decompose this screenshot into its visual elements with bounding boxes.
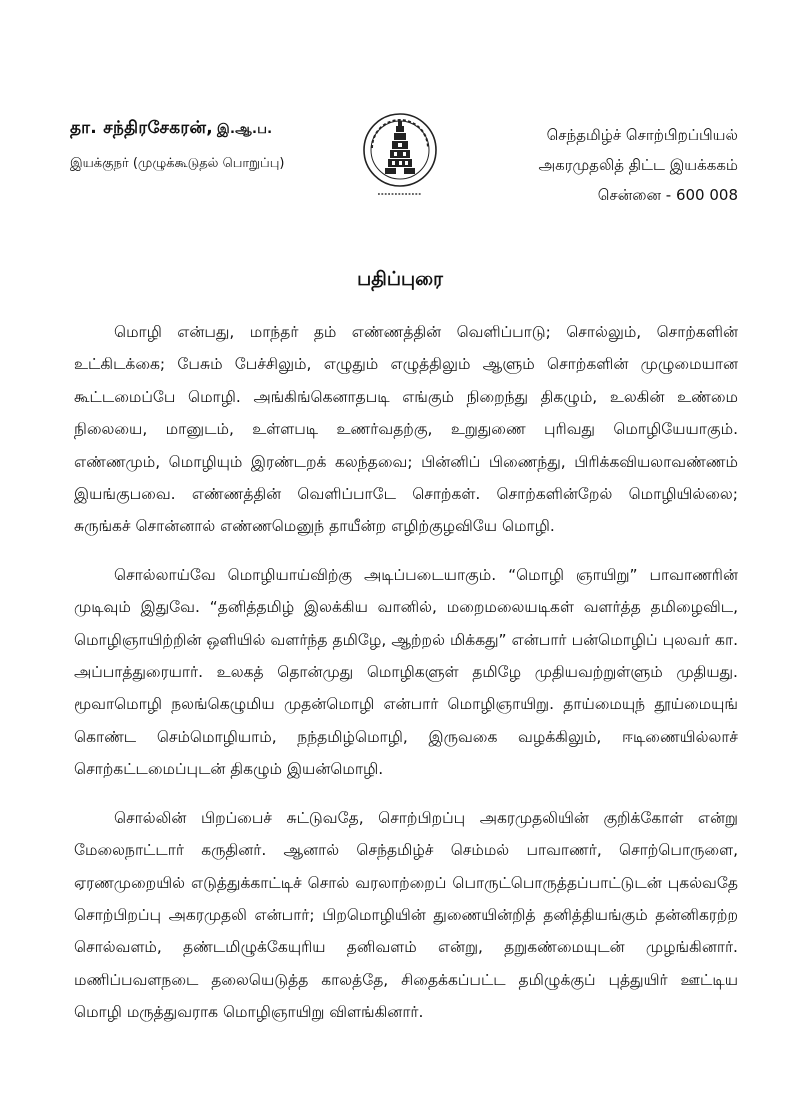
- tamilnadu-emblem-icon: [358, 110, 442, 200]
- signatory-name: தா. சந்திரசேகரன்,: [70, 118, 214, 138]
- signatory-role: இயக்குநர் (முழுக்கூடுதல் பொறுப்பு): [70, 156, 285, 171]
- document-title: பதிப்புரை: [357, 268, 443, 290]
- signatory-name-line: [70, 118, 370, 140]
- signatory-block: [70, 118, 370, 172]
- paragraph-1: மொழி என்பது, மாந்தர் தம் எண்ணத்தின் வெளிப்பாடு; சொல்லும், சொற்களின் உட்கிடக்கை; பேசும் பேச்சிலும், எழுதும் எழுத்திலும் ஆளும் சொற்களின் முழுமையான கூட்டமைப்பே மொழி. அங்கிங்கெனாதபடி எங்கும் நிறைந்து திகழும், உலகின் உண்மை நிலையை, மானுடம், உள்ளபடி உணர்வதற்கு, உறுதுணை புரிவது மொழியேயாகும். எண்ணமும், மொழியும் இரண்டறக் கலந்தவை; பின்னிப் பிணைந்து, பிரிக்கவியலாவண்ணம் இயங்குபவை. எண்ணத்தின் வெளிப்பாடே சொற்கள். சொற்களின்றேல் மொழியில்லை; சுருங்கச் சொன்னால் எண்ணமெனுந் தாயீன்ற எழிற்குழவியே மொழி.: [74, 323, 738, 536]
- organisation-block: [438, 120, 738, 210]
- signatory-qualification: இ.ஆ.ப.: [217, 122, 273, 137]
- paragraph-2: சொல்லாய்வே மொழியாய்விற்கு அடிப்படையாகும். “மொழி ஞாயிறு” பாவாணரின் முடிவும் இதுவே. “தனித்தமிழ் இலக்கிய வானில், மறைமலையடிகள் வளர்த்த தமிழைவிட, மொழிஞாயிற்றின் ஒளியில் வளர்ந்த தமிழே, ஆற்றல் மிக்கது” என்பார் பன்மொழிப் புலவர் கா. அப்பாத்துரையார். உலகத் தொன்முது மொழிகளுள் தமிழே முதியவற்றுள்ளும் முதியது. மூவாமொழி நலங்கெழுமிய முதன்மொழி என்பார் மொழிஞாயிறு. தாய்மையுந் தூய்மையுங் கொண்ட செம்மொழியாம், நந்தமிழ்மொழி, இருவகை வழக்கிலும், ஈடிணையில்லாச் சொற்கட்டமைப்புடன் திகழும் இயன்மொழி.: [74, 565, 738, 779]
- organisation-line-1: செந்தமிழ்ச் சொற்பிறப்பியல்: [546, 126, 738, 144]
- organisation-line-2: அகரமுதலித் திட்ட இயக்ககம்: [538, 156, 738, 174]
- document-body: [74, 316, 738, 1045]
- organisation-city: சென்னை - 600 008: [597, 186, 738, 204]
- paragraph-3: சொல்லின் பிறப்பைச் சுட்டுவதே, சொற்பிறப்பு அகரமுதலியின் குறிக்கோள் என்று மேலைநாட்டார் கருதினர். ஆனால் செந்தமிழ்ச் செம்மல் பாவாணர், சொற்பொருளை, ஏரணமுறையில் எடுத்துக்காட்டிச் சொல் வரலாற்றைப் பொருட்பொருத்தப்பாட்டுடன் புகல்வதே சொற்பிறப்பு அகரமுதலி என்பார்; பிறமொழியின் துணையின்றித் தனித்தியங்கும் தன்னிகரற்ற சொல்வளம், தண்டமிழுக்கேயுரிய தனிவளம் என்று, தறுகண்மையுடன் முழங்கினார். மணிப்பவளநடை தலையெடுத்த காலத்தே, சிதைக்கப்பட்ட தமிழுக்குப் புத்துயிர் ஊட்டிய மொழி மருத்துவராக மொழிஞாயிறு விளங்கினார்.: [74, 808, 738, 1022]
